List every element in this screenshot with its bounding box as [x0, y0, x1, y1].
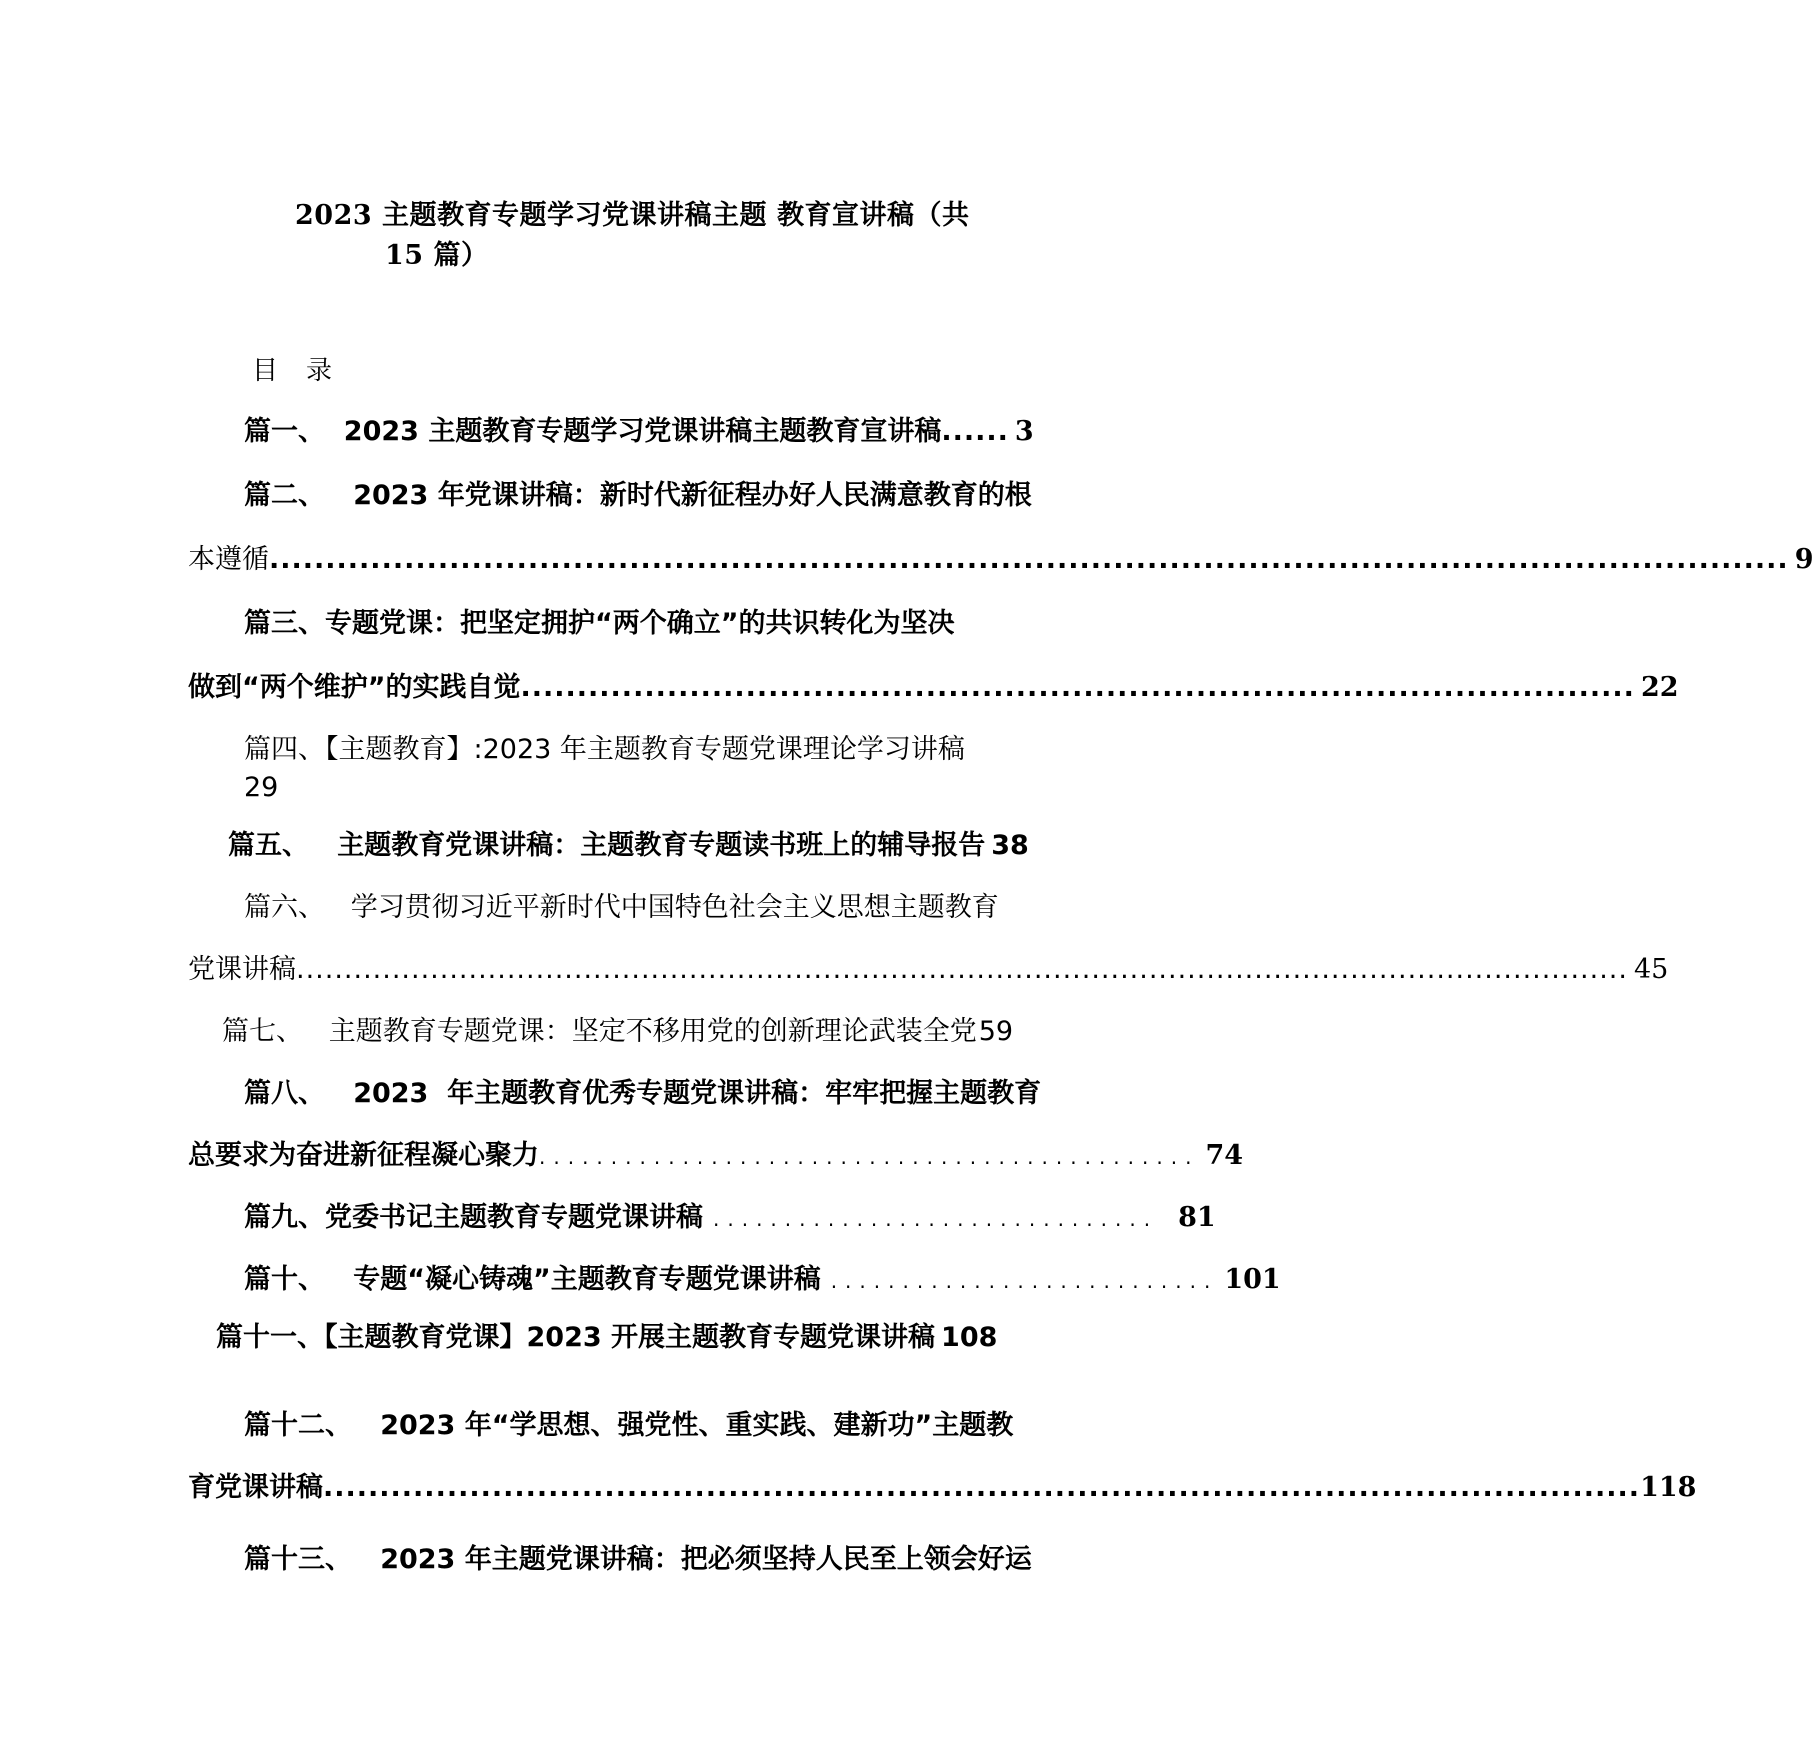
toc-entry-text: 篇四、【主题教育】:2023 年主题教育专题党课理论学习讲稿 [244, 734, 965, 765]
toc-entry-text: 篇五、 主题教育党课讲稿：主题教育专题读书班上的辅导报告 [228, 830, 986, 861]
toc-entry-9[interactable] [244, 1198, 1216, 1239]
toc-entry-text: 育党课讲稿 [188, 1472, 323, 1503]
toc-entry-4-cont[interactable] [244, 768, 1064, 808]
toc-entry-6-cont[interactable] [188, 950, 1669, 990]
toc-entry-4[interactable] [244, 730, 1064, 770]
toc-entry-8[interactable] [244, 1074, 1064, 1114]
toc-entry-12[interactable] [244, 1406, 1064, 1446]
toc-heading: 目录 [252, 356, 361, 386]
toc-entry-3-cont[interactable] [188, 668, 1679, 708]
toc-entry-page: 118 [1640, 1472, 1697, 1503]
toc-entry-8-cont[interactable] [188, 1136, 1244, 1177]
toc-entry-6[interactable] [244, 888, 1064, 928]
toc-entry-page: 74 [1205, 1140, 1244, 1171]
leader-dots: ..................................................................................................................... [323, 1472, 1641, 1503]
toc-entry-page: 29 [244, 772, 279, 803]
toc-entry-10[interactable] [244, 1260, 1281, 1301]
leader-dots: ........................... [830, 1269, 1219, 1293]
toc-entry-text: 篇八、 2023 年主题教育优秀专题党课讲稿：牢牢把握主题教育 [244, 1078, 1042, 1109]
toc-entry-page: 22 [1640, 672, 1679, 703]
toc-entry-7[interactable] [222, 1012, 1068, 1052]
leader-dots: ...... [941, 416, 1009, 447]
toc-entry-text: 篇九、党委书记主题教育专题党课讲稿 [244, 1202, 703, 1233]
toc-entry-page: 3 [1014, 416, 1034, 447]
toc-entry-page: 101 [1224, 1264, 1281, 1295]
toc-entry-3[interactable] [244, 604, 1064, 644]
leader-dots: .............................................. [539, 1145, 1200, 1169]
toc-entry-1[interactable] [244, 412, 1064, 452]
toc-entry-text: 篇十一、【主题教育党课】2023 开展主题教育专题党课讲稿 [216, 1322, 936, 1353]
toc-entry-text: 篇六、 学习贯彻习近平新时代中国特色社会主义思想主题教育 [244, 892, 999, 923]
toc-entry-text: 篇七、 主题教育专题党课：坚定不移用党的创新理论武装全党 [222, 1016, 977, 1047]
leader-dots: ........................................................................................................................................... [296, 954, 1628, 985]
toc-entry-12-cont[interactable] [188, 1468, 1697, 1508]
toc-entry-page: 81 [1178, 1202, 1216, 1233]
toc-entry-page: 59 [978, 1016, 1014, 1047]
toc-entry-13[interactable] [244, 1540, 1064, 1580]
document-title [295, 196, 1015, 276]
toc-entry-2-cont[interactable] [188, 540, 1813, 580]
toc-entry-11[interactable] [216, 1318, 1066, 1358]
title-line-1: 2023 主题教育专题学习党课讲稿主题 教育宣讲稿（共 [295, 200, 970, 231]
toc-entry-2[interactable] [244, 476, 1064, 516]
title-line-2: 15 篇） [385, 240, 489, 271]
toc-entry-page: 9 [1794, 544, 1813, 575]
leader-dots: ............................... [713, 1207, 1159, 1231]
toc-entry-text: 本遵循 [188, 544, 269, 575]
leader-dots: ....................................................................................................................................... [269, 544, 1789, 575]
toc-entry-text: 篇二、 2023 年党课讲稿：新时代新征程办好人民满意教育的根 [244, 480, 1032, 511]
toc-entry-text: 做到“两个维护”的实践自觉 [188, 672, 521, 703]
toc-entry-page: 38 [991, 830, 1029, 861]
toc-entry-5[interactable] [228, 826, 1068, 866]
toc-entry-text: 党课讲稿 [188, 954, 296, 985]
toc-entry-page: 45 [1633, 954, 1669, 985]
toc-entry-text: 篇十、 专题“凝心铸魂”主题教育专题党课讲稿 [244, 1264, 821, 1295]
toc-entry-page: 108 [941, 1322, 998, 1353]
toc-entry-text: 篇十三、 2023 年主题党课讲稿：把必须坚持人民至上领会好运 [244, 1544, 1032, 1575]
leader-dots: ................................................................................................... [520, 672, 1635, 703]
toc-entry-text: 篇十二、 2023 年“学思想、强党性、重实践、建新功”主题教 [244, 1410, 1014, 1441]
toc-entry-text: 篇三、专题党课：把坚定拥护“两个确立”的共识转化为坚决 [244, 608, 955, 639]
toc-entry-text: 总要求为奋进新征程凝心聚力 [188, 1140, 539, 1171]
toc-entry-text: 篇一、 2023 主题教育专题学习党课讲稿主题教育宣讲稿 [244, 416, 942, 447]
